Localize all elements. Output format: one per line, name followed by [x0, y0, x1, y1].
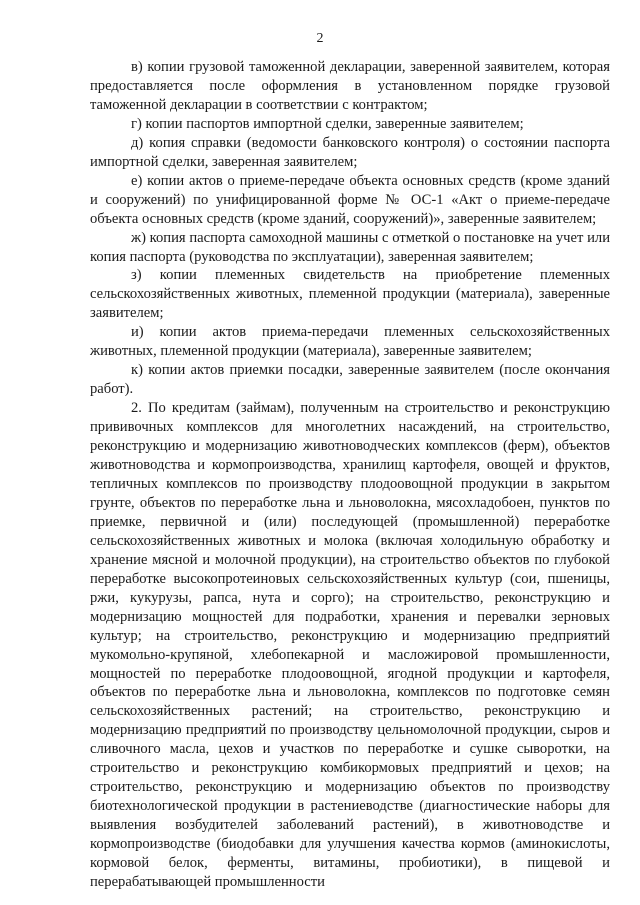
list-item-v: в) копии грузовой таможенной декларации, заверенной заявителем, которая предоставляется после оформления в установленном порядке грузовой таможенной декларации в соответствии с контрактом; [90, 59, 610, 113]
section-2-paragraph: 2. По кредитам (займам), полученным на строительство и реконструкцию прививочных комплексов для многолетних насаждений, на строительство, реконструкцию и модернизацию животноводческих комплексов (ферм), объектов животноводства и кормопроизводства, хранилищ картофеля, овощей и фруктов, тепличных комплексов по производству плодоовощной продукции в закрытом грунте, объектов по переработке льна и льноволокна, мясохладобоен, пунктов по приемке, первичной и (или) последующей (промышленной) переработке сельскохозяйственных животных и молока (включая холодильную обработку и хранение мясной и молочной продукции), на строительство объектов по глубокой переработке высокопротеиновых сельскохозяйственных культур (сои, пшеницы, ржи, кукурузы, рапса, нута и сорго); на строительство, реконструкцию и модернизацию мощностей для подработки, хранения и перевалки зерновых культур; на строительство, реконструкцию и модернизацию предприятий мукомольно-крупяной, хлебопекарной и масложировой промышленности, мощностей по переработке плодоовощной, ягодной продукции и картофеля, объектов по переработке льна и льноволокна, комплексов по подготовке семян сельскохозяйственных растений; на строительство, реконструкцию и модернизацию предприятий по производству цельномолочной продукции, сыров и сливочного масла, цехов и участков по переработке и сушке сыворотки, на строительство и реконструкцию комбикормовых предприятий и цехов; на строительство, реконструкцию и модернизацию объектов по производству биотехнологической продукции в растениеводстве (диагностические наборы для выявления возбудителей заболеваний растений), в животноводстве и кормопроизводстве (биодобавки для улучшения качества кормов (аминокислоты, кормовой белок, ферменты, витамины, пробиотики), в пищевой и перерабатывающей промышленности [90, 400, 610, 890]
list-item-z: з) копии племенных свидетельств на приобретение племенных сельскохозяйственных животных, племенной продукции (материала), заверенные заявителем; [90, 267, 610, 322]
list-item-k: к) копии актов приемки посадки, заверенные заявителем (после окончания работ). [90, 362, 610, 398]
list-item-g: г) копии паспортов импортной сделки, заверенные заявителем; [131, 115, 524, 132]
document-body [90, 58, 610, 892]
list-item-d: д) копия справки (ведомости банковского контроля) о состоянии паспорта импортной сделки, заверенная заявителем; [90, 134, 610, 170]
list-item-zh: ж) копия паспорта самоходной машины с отметкой о постановке на учет или копия паспорта (руководства по эксплуатации), заверенная заявителем; [90, 229, 610, 265]
list-item-i: и) копии актов приема-передачи племенных сельскохозяйственных животных, племенной продукции (материала), заверенные заявителем; [90, 324, 610, 360]
list-item-e: е) копии актов о приеме-передаче объекта основных средств (кроме зданий и сооружений) по унифицированной форме № ОС-1 «Акт о приеме-передаче объекта основных средств (кроме зданий, сооружений)», заверенные заявителем; [90, 172, 610, 227]
page-number: 2 [316, 31, 324, 46]
